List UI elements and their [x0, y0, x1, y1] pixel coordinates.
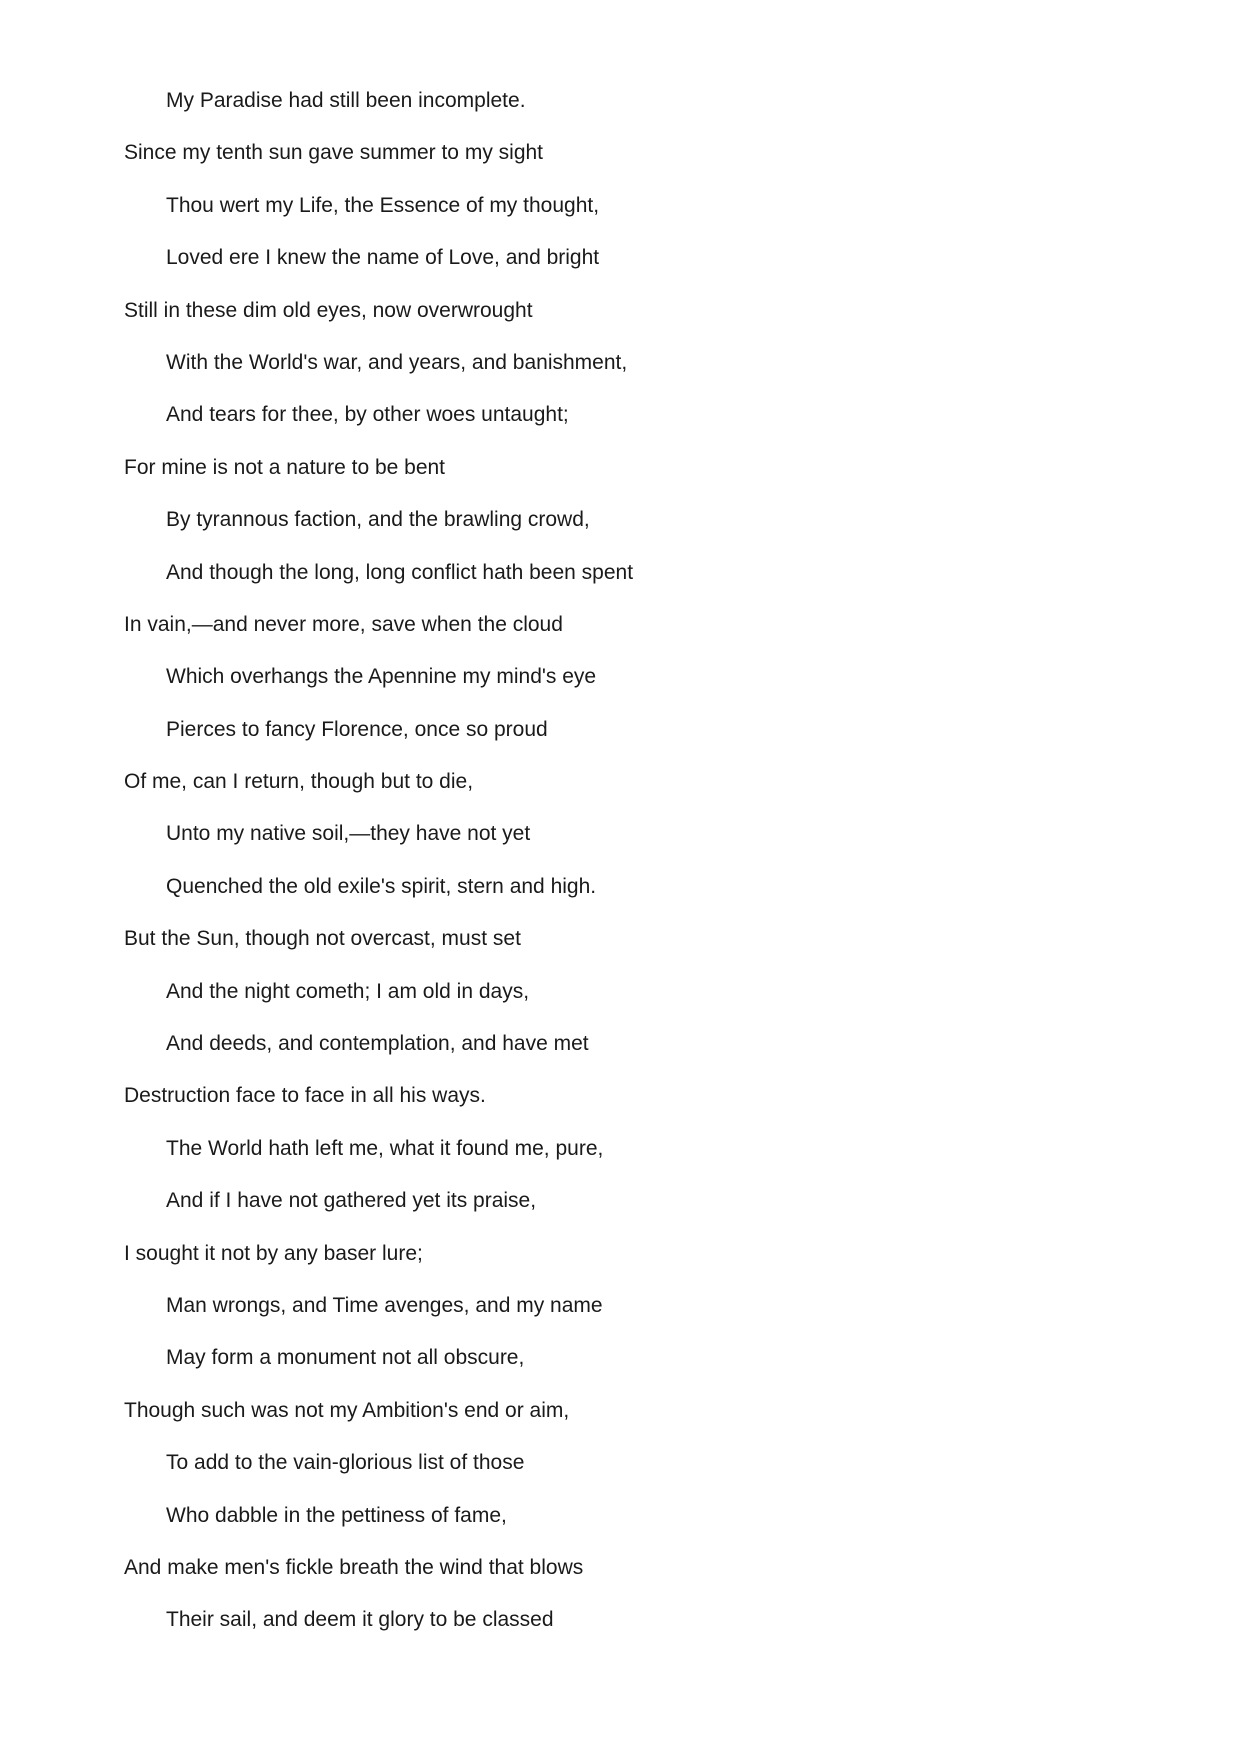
poem-line: Man wrongs, and Time avenges, and my name	[166, 1293, 603, 1317]
poem-line: Loved ere I knew the name of Love, and bright	[166, 246, 600, 270]
poem-line: And though the long, long conflict hath been spent	[166, 560, 634, 584]
poem-line: Of me, can I return, though but to die,	[124, 770, 474, 794]
poem-line: Unto my native soil,—they have not yet	[166, 822, 531, 846]
poem-line: And make men's fickle breath the wind that blows	[124, 1555, 584, 1579]
poem-line: And deeds, and contemplation, and have met	[166, 1032, 589, 1056]
poem-line: By tyrannous faction, and the brawling crowd,	[166, 508, 590, 532]
poem-line: And the night cometh; I am old in days,	[166, 979, 530, 1003]
poem-line: May form a monument not all obscure,	[166, 1346, 525, 1370]
poem-line: To add to the vain-glorious list of those	[166, 1451, 525, 1475]
poem-line: Their sail, and deem it glory to be classed	[166, 1608, 554, 1632]
poem-line: Who dabble in the pettiness of fame,	[166, 1503, 507, 1527]
poem-line: Though such was not my Ambition's end or aim,	[124, 1398, 570, 1422]
poem-line: But the Sun, though not overcast, must set	[124, 927, 521, 951]
poem-line: Which overhangs the Apennine my mind's eye	[166, 665, 597, 689]
poem-text	[124, 81, 633, 1653]
poem-line: Pierces to fancy Florence, once so proud	[166, 717, 548, 741]
poem-line: My Paradise had still been incomplete.	[166, 89, 526, 112]
poem-line: The World hath left me, what it found me, pure,	[166, 1136, 604, 1160]
poem-line: With the World's war, and years, and banishment,	[166, 350, 628, 374]
poem-line: For mine is not a nature to be bent	[124, 455, 446, 479]
poem-line: Quenched the old exile's spirit, stern and high.	[166, 874, 597, 898]
poem-line: Destruction face to face in all his ways.	[124, 1084, 486, 1108]
poem-line: Still in these dim old eyes, now overwrought	[124, 298, 533, 322]
poem-line: In vain,—and never more, save when the cloud	[124, 612, 563, 636]
poem-line: And if I have not gathered yet its praise,	[166, 1189, 537, 1213]
poem-line: And tears for thee, by other woes untaught;	[166, 403, 569, 427]
poem-line: Since my tenth sun gave summer to my sight	[124, 141, 544, 165]
poem-line: I sought it not by any baser lure;	[124, 1241, 423, 1265]
poem-line: Thou wert my Life, the Essence of my thought,	[166, 193, 600, 217]
